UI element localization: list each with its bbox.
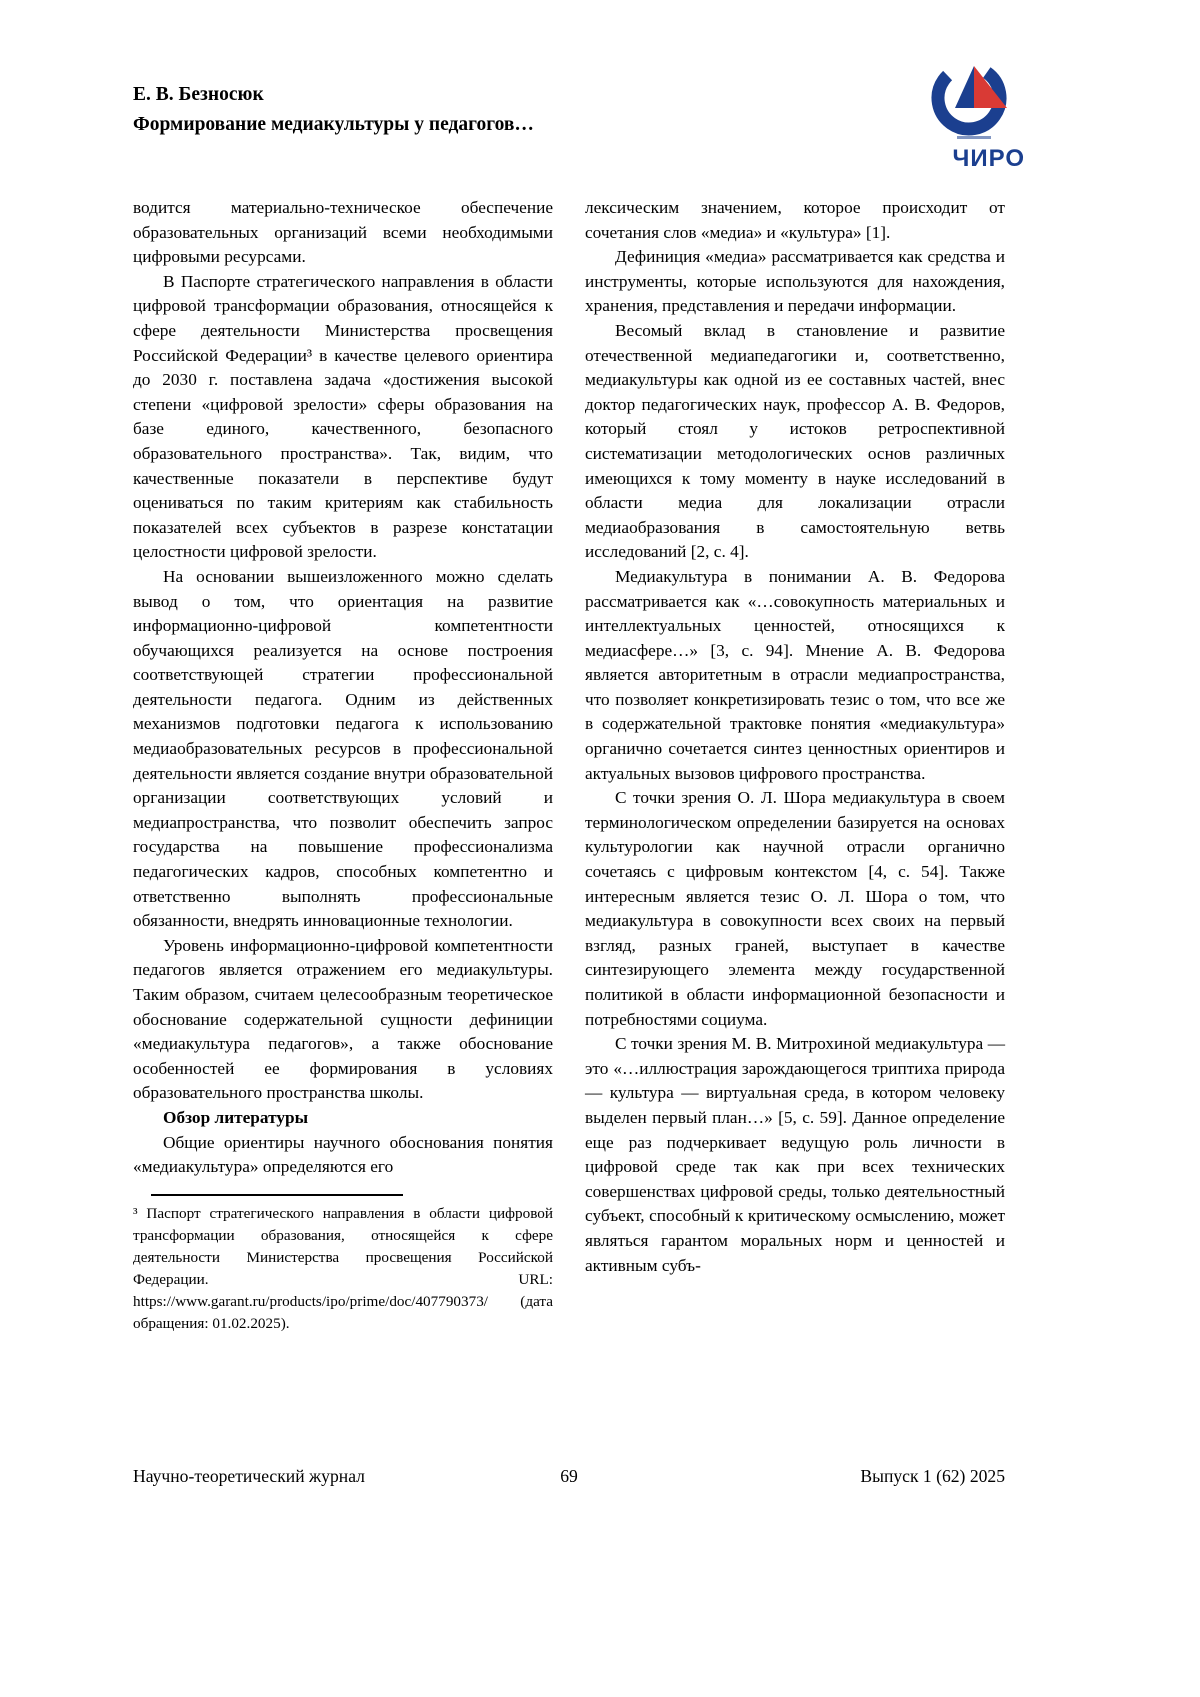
footnote-text: ³ Паспорт стратегического направления в области цифровой трансформации образования, относящейся к сфере деятельности Министерства просвещения Российской Федерации. URL: https://www.garant.ru/products/ipo/prime/doc/407790373/ (дата обращения: 01.02.2025).: [133, 1204, 553, 1332]
logo-text: ЧИРО: [952, 145, 1025, 172]
journal-logo: [925, 58, 1025, 173]
footer-page-number: 69: [560, 1466, 578, 1486]
paragraph: С точки зрения М. В. Митрохиной медиакультура — это «…иллюстрация зарождающегося триптиха природа — культура — виртуальная среда, в котором человеку выделен первый план…» [5, с. 59]. Данное определение еще раз подчеркивает ведущую роль личности в цифровой среде так как при всех технических совершенствах цифровой среды, только деятельностный субъект, способный к критическому осмыслению, может являться гарантом моральных норм и ценностей и активным субъ-: [585, 1034, 1005, 1275]
right-column: [585, 196, 1005, 1335]
paragraph: Весомый вклад в становление и развитие отечественной медиапедагогики и, соответственно, медиакультуры как одной из ее составных частей, внес доктор педагогических наук, профессор А. В. Федоров, который стоял у истоков ретроспективной систематизации методологических основ различных имеющихся к тому моменту в науке исследований в области медиа для локализации отрасли медиаобразования в самостоятельную ветвь исследований [2, с. 4].: [585, 320, 1005, 562]
paragraph: В Паспорте стратегического направления в области цифровой трансформации образования, относящейся к сфере деятельности Министерства просвещения Российской Федерации³ в качестве целевого ориентира до 2030 г. поставлена задача «достижения высокой степени «цифровой зрелости» сферы образования на базе единого, качественного, безопасного образовательного пространства». Так, видим, что качественные показатели в перспективе будут оцениваться по таким критериям как стабильность показателей всех субъектов в разрезе констатации целостности цифровой зрелости.: [133, 271, 553, 562]
paragraph: Общие ориентиры научного обоснования понятия «медиакультура» определяются его: [133, 1132, 553, 1177]
page-footer: [133, 1466, 1005, 1487]
page-header: [133, 80, 1070, 190]
running-title: Формирование медиакультуры у педагогов…: [133, 114, 534, 135]
paragraph: С точки зрения О. Л. Шора медиакультура в своем терминологическом определении базируется на основах культурологии как научной отрасли органично сочетаясь с цифровым контекстом [4, с. 54]. Также интересным является тезис О. Л. Шора о том, что медиакультура в совокупности всех своих на первый взгляд, разных граней, выступает в качестве синтезирующего элемента между государственной политикой в области информационной безопасности и потребностями социума.: [585, 788, 1005, 1029]
paragraph: Дефиниция «медиа» рассматривается как средства и инструменты, которые используются для нахождения, хранения, представления и передачи информации.: [585, 247, 1005, 316]
paragraph: На основании вышеизложенного можно сделать вывод о том, что ориентация на развитие информационно-цифровой компетентности обучающихся реализуется на основе построения соответствующей стратегии профессиональной деятельности педагога. Одним из действенных механизмов подготовки педагога к использованию медиаобразовательных ресурсов в профессиональной деятельности является создание внутри образовательной организации соответствующих условий и медиапространства, что позволит обеспечить запрос государства на повышение профессионализма педагогических кадров, способных компетентно и ответственно выполнять профессиональные обязанности, внедрять инновационные технологии.: [133, 566, 553, 931]
footnote-block: [133, 1194, 553, 1335]
paragraph: Медиакультура в понимании А. В. Федорова рассматривается как «…совокупность материальных и интеллектуальных ценностей, относящихся к медиасфере…» [3, с. 94]. Мнение А. В. Федорова является авторитетным в отрасли медиапространства, что позволяет конкретизировать тезис о том, что все же в содержательной трактовке понятия «медиакультура» органично сочетается синтез ценностных ориентиров и актуальных вызовов цифрового пространства.: [585, 566, 1005, 783]
left-column: [133, 196, 553, 1335]
author-name: Е. В. Безносюк: [133, 84, 264, 105]
footer-journal-name: Научно-теоретический журнал: [133, 1466, 365, 1486]
paragraph: водится материально-техническое обеспечение образовательных организаций всеми необходимыми цифровыми ресурсами.: [133, 198, 553, 267]
article-body: [133, 196, 1005, 1335]
paragraph: лексическим значением, которое происходит от сочетания слов «медиа» и «культура» [1].: [585, 198, 1005, 242]
footer-issue: Выпуск 1 (62) 2025: [860, 1466, 1006, 1486]
footnote-divider: [151, 1194, 403, 1196]
section-heading: Обзор литературы: [163, 1107, 309, 1127]
paragraph: Уровень информационно-цифровой компетентности педагогов является отражением его медиакультуры. Таким образом, считаем целесообразным теоретическое обоснование содержательной сущности дефиниции «медиакультура педагогов», а также обоснование особенностей ее формирования в условиях образовательного пространства школы.: [133, 935, 553, 1103]
